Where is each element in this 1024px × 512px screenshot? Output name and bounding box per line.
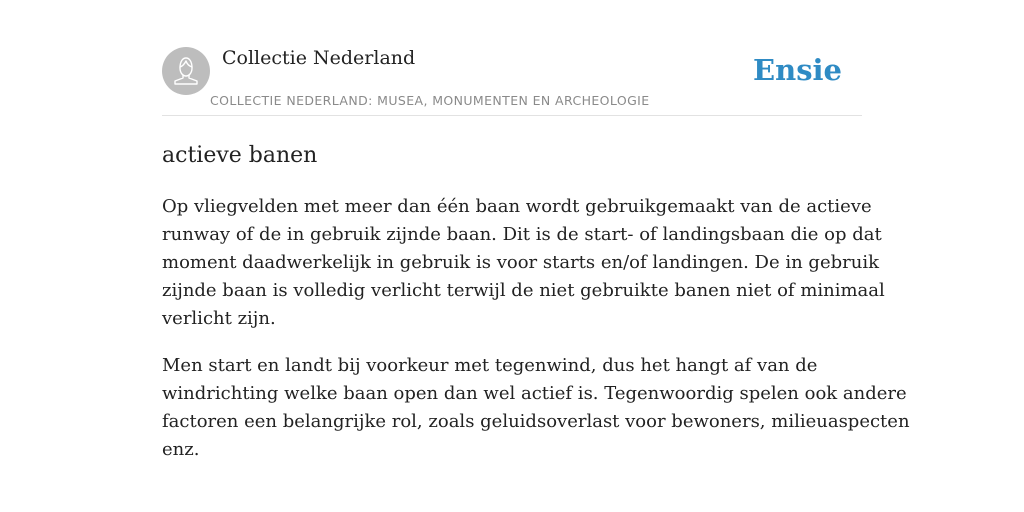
ensie-logo[interactable]: Ensie <box>753 53 842 87</box>
author-name[interactable]: Collectie Nederland <box>222 47 416 69</box>
paragraph-line: enz. <box>162 439 200 460</box>
paragraph-line: Op vliegvelden met meer dan één baan wordt gebruikgemaakt van de actieve <box>162 196 872 217</box>
paragraph-line: Men start en landt bij voorkeur met tegenwind, dus het hangt af van de <box>162 355 818 376</box>
entry-card <box>162 44 910 464</box>
user-silhouette-icon <box>162 47 210 95</box>
paragraph-line: runway of de in gebruik zijnde baan. Dit is de start- of landingsbaan die op dat <box>162 224 882 245</box>
author-avatar[interactable] <box>162 47 210 95</box>
entry-header <box>162 44 862 116</box>
paragraph-line: moment daadwerkelijk in gebruik is voor starts en/of landingen. De in gebruik <box>162 252 879 273</box>
paragraph-line: verlicht zijn. <box>162 308 276 329</box>
paragraph-line: windrichting welke baan open dan wel actief is. Tegenwoordig spelen ook andere <box>162 383 907 404</box>
paragraph-line: zijnde baan is volledig verlicht terwijl de niet gebruikte banen niet of minimaal <box>162 280 885 301</box>
entry-paragraph-1 <box>162 193 885 333</box>
entry-paragraph-2 <box>162 352 910 464</box>
entry-title: actieve banen <box>162 143 318 168</box>
collection-subtitle[interactable]: COLLECTIE NEDERLAND: MUSEA, MONUMENTEN EN ARCHEOLOGIE <box>210 93 650 108</box>
paragraph-line: factoren een belangrijke rol, zoals geluidsoverlast voor bewoners, milieuaspecten <box>162 411 910 432</box>
